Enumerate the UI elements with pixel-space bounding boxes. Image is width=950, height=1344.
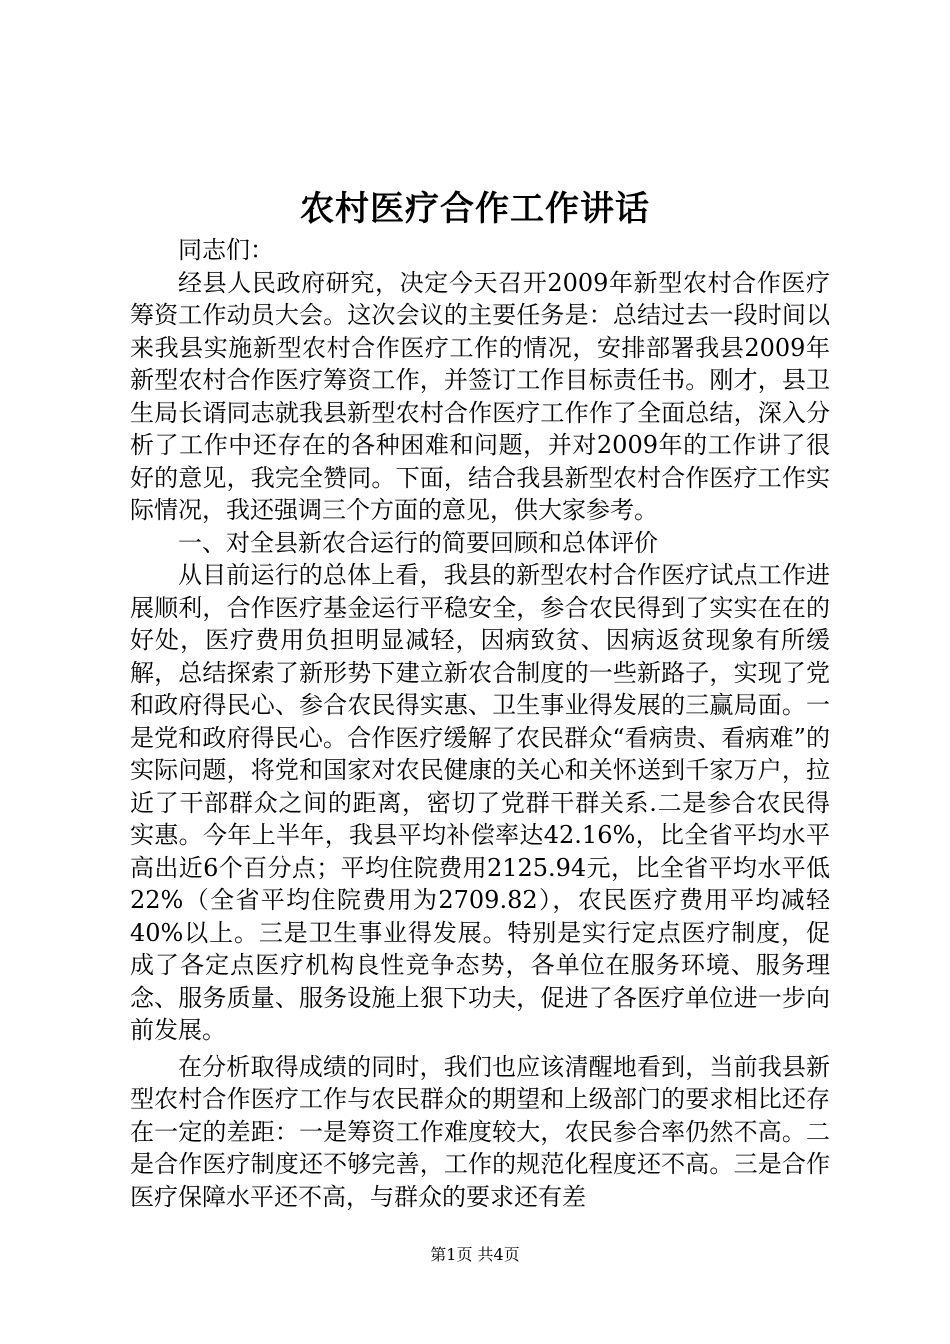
problems-paragraph: 在分析取得成绩的同时，我们也应该清醒地看到，当前我县新型农村合作医疗工作与农民群众的期望和上级部门的要求相比还存在一定的差距：一是筹资工作难度较大，农民参合率仍然不高。二是合作医疗制度还不够完善，工作的规范化程度还不高。三是合作医疗保障水平还不高，与群众的要求还有差	[130, 1052, 830, 1211]
salutation-paragraph: 同志们：	[178, 236, 274, 264]
intro-paragraph: 经县人民政府研究，决定今天召开2009年新型农村合作医疗筹资工作动员大会。这次会议的主要任务是：总结过去一段时间以来我县实施新型农村合作医疗工作的情况，安排部署我县2009年新型农村合作医疗筹资工作，并签订工作目标责任书。刚才，县卫生局长谞同志就我县新型农村合作医疗工作作了全面总结，深入分析了工作中还存在的各种困难和问题，并对2009年的工作讲了很好的意见，我完全赞同。下面，结合我县新型农村合作医疗工作实际情况，我还强调三个方面的意见，供大家参考。	[130, 268, 830, 524]
section-heading: 一、对全县新农合运行的简要回顾和总体评价	[178, 528, 658, 557]
page-title: 农村医疗合作工作讲话	[300, 189, 650, 229]
review-paragraph: 从目前运行的总体上看，我县的新型农村合作医疗试点工作进展顺利，合作医疗基金运行平稳安全，参合农民得到了实实在在的好处，医疗费用负担明显减轻，因病致贫、因病返贫现象有所缓解，总结探索了新形势下建立新农合制度的一些新路子，实现了党和政府得民心、参合农民得实惠、卫生事业得发展的三赢局面。一是党和政府得民心。合作医疗缓解了农民群众“看病贵、看病难”的实际问题，将党和国家对农民健康的关心和关怀送到千家万户，拉近了干部群众之间的距离，密切了党群干群关系.二是参合农民得实惠。今年上半年，我县平均补偿率达42.16%，比全省平均水平高出近6个百分点；平均住院费用2125.94元，比全省平均水平低22%（全省平均住院费用为2709.82），农民医疗费用平均减轻40%以上。三是卫生事业得发展。特别是实行定点医疗制度，促成了各定点医疗机构良性竞争态势，各单位在服务环境、服务理念、服务质量、服务设施上狠下功夫，促进了各医疗单位进一步向前发展。	[130, 561, 830, 1044]
page-footer: 第1页 共4页	[430, 1245, 520, 1264]
document-body	[130, 234, 830, 1213]
